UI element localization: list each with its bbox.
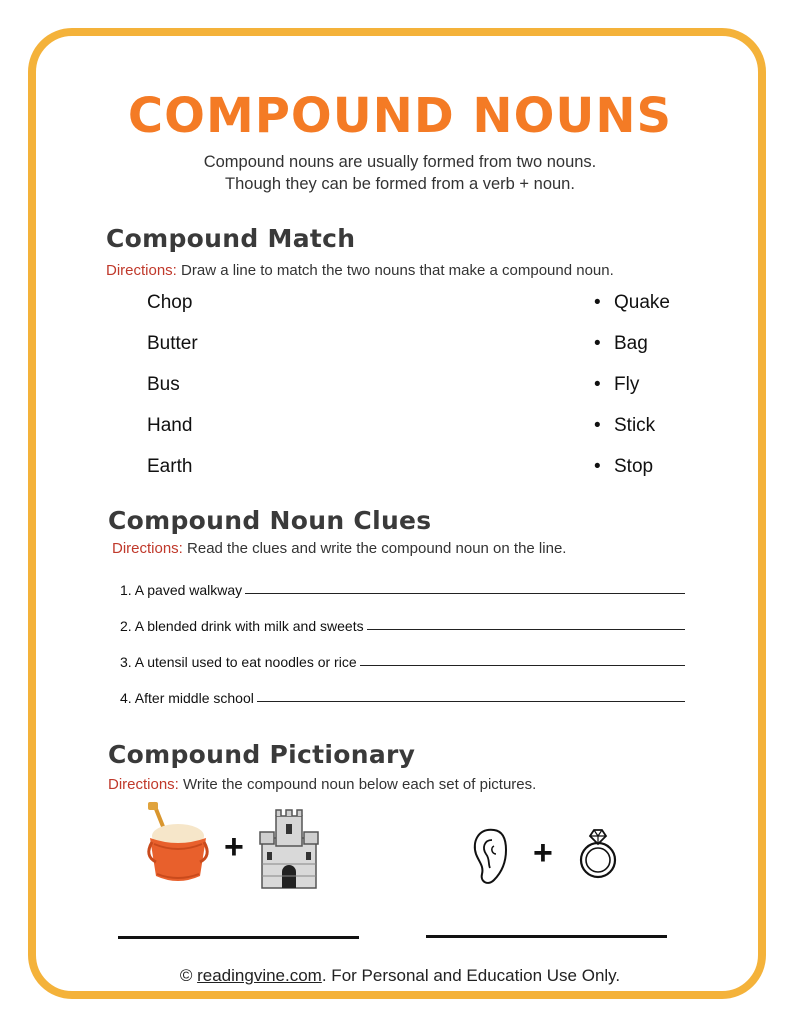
site-link[interactable]: readingvine.com: [197, 966, 322, 985]
directions-label: Directions:: [106, 262, 177, 279]
pictionary-section-title: Compound Pictionary: [108, 740, 416, 769]
bullet: •: [594, 456, 601, 477]
sand-bucket-icon: [140, 800, 212, 888]
clue-text: 3. A utensil used to eat noodles or rice: [120, 654, 357, 670]
match-section-title: Compound Match: [106, 224, 356, 253]
answer-blank[interactable]: [367, 629, 685, 630]
right-word: Stop: [614, 456, 654, 477]
left-word: Bus: [147, 374, 180, 395]
pictionary-directions: [108, 776, 536, 793]
clue-row: [120, 612, 685, 634]
ear-icon: [468, 826, 510, 886]
clues-section-title: Compound Noun Clues: [108, 506, 432, 535]
bullet: •: [594, 415, 601, 436]
castle-icon: [258, 808, 320, 890]
bullet: •: [594, 333, 601, 354]
plus-sign: +: [533, 834, 553, 872]
right-word: Bag: [614, 333, 648, 354]
bullet: •: [594, 374, 601, 395]
answer-blank[interactable]: [245, 593, 685, 594]
left-word: Earth: [147, 456, 193, 477]
directions-label: Directions:: [112, 540, 183, 557]
subtitle-line: Though they can be formed from a verb + noun.: [225, 175, 575, 193]
clue-text: 4. After middle school: [120, 690, 254, 706]
clues-directions: [112, 540, 566, 557]
answer-blank[interactable]: [118, 936, 359, 939]
answer-blank[interactable]: [257, 701, 685, 702]
right-word: Stick: [614, 415, 656, 436]
left-word: Chop: [147, 292, 193, 313]
right-word: Quake: [614, 292, 670, 313]
clue-text: 1. A paved walkway: [120, 582, 243, 598]
answer-blank[interactable]: [426, 935, 667, 938]
answer-blank[interactable]: [360, 665, 685, 666]
subtitle-line: Compound nouns are usually formed from two nouns.: [203, 153, 597, 171]
directions-text: Write the compound noun below each set of pictures.: [178, 776, 537, 793]
bullet: •: [594, 292, 601, 313]
ring-icon: [576, 826, 620, 882]
directions-text: Draw a line to match the two nouns that make a compound noun.: [176, 262, 614, 279]
copyright-symbol: ©: [179, 966, 198, 985]
directions-label: Directions:: [108, 776, 179, 793]
plus-sign: +: [224, 828, 244, 866]
footer: [0, 966, 800, 986]
clue-text: 2. A blended drink with milk and sweets: [120, 618, 364, 634]
subtitle: [0, 151, 800, 195]
left-word: Butter: [147, 333, 198, 354]
right-word: Fly: [614, 374, 640, 395]
page-title: COMPOUND NOUNS: [127, 88, 673, 144]
clue-row: [120, 648, 685, 670]
clue-row: [120, 576, 685, 598]
left-word: Hand: [147, 415, 193, 436]
directions-text: Read the clues and write the compound noun on the line.: [182, 540, 567, 557]
clue-row: [120, 684, 685, 706]
match-directions: [106, 262, 614, 279]
footer-text: . For Personal and Education Use Only.: [321, 966, 621, 985]
